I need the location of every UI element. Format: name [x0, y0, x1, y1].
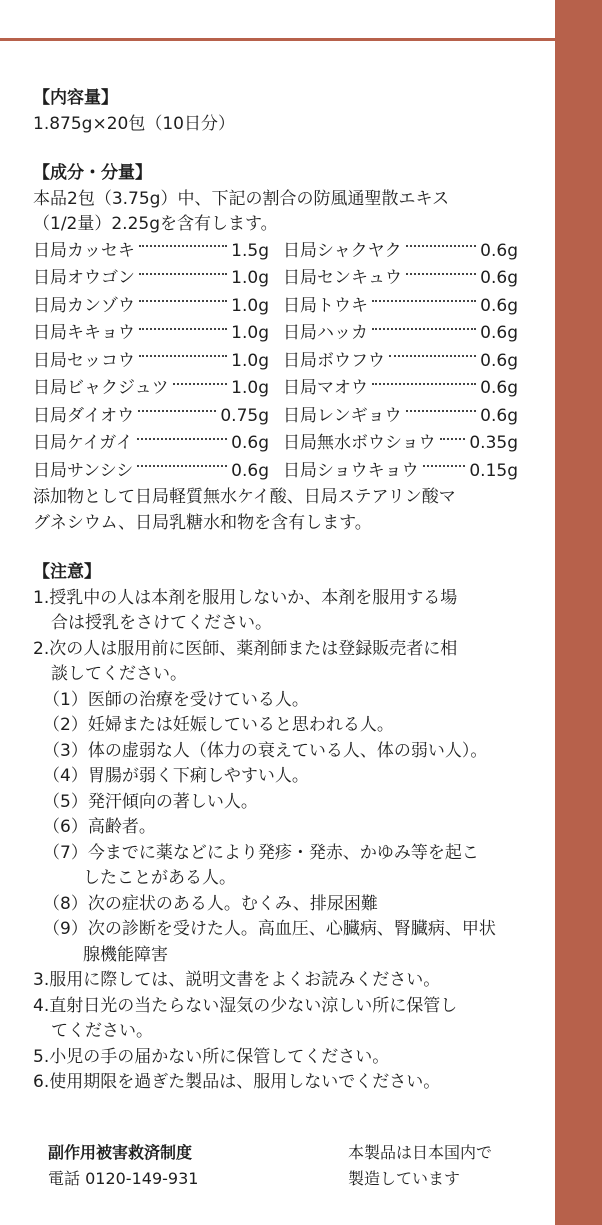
ingredient-name: 日局ボウフウ — [283, 350, 385, 371]
dot-leader — [372, 328, 476, 330]
ingredient-amount: 0.6g — [480, 405, 518, 426]
caution-item-4-line1: 4.直射日光の当たらない湿気の少ない涼しい所に保管し — [33, 995, 458, 1016]
ingredient-amount: 1.0g — [231, 350, 269, 371]
caution-heading: 【注意】 — [33, 562, 101, 582]
ingredient-item — [283, 431, 518, 457]
caution-sub-9-line2: 腺機能障害 — [83, 944, 168, 965]
caution-item-2-line1: 2.次の人は服用前に医師、薬剤師または登録販売者に相 — [33, 638, 458, 659]
caution-sub-1: （1）医師の治療を受けている人。 — [43, 689, 309, 710]
ingredient-amount: 0.35g — [469, 433, 518, 453]
caution-item-6: 6.使用期限を過ぎた製品は、服用しないでください。 — [33, 1072, 441, 1092]
ingredient-amount: 0.6g — [231, 460, 269, 481]
relief-system-block — [48, 1140, 198, 1192]
ingredient-row — [33, 265, 528, 293]
ingredient-row — [33, 458, 528, 486]
dot-leader — [137, 438, 227, 440]
ingredient-row — [33, 238, 528, 266]
ingredient-name: 日局キキョウ — [33, 323, 135, 343]
ingredient-row — [33, 348, 528, 376]
caution-item-5: 5.小児の手の届かない所に保管してください。 — [33, 1046, 390, 1067]
ingredient-name: 日局カッセキ — [33, 240, 135, 261]
ingredient-item — [33, 459, 269, 485]
ingredient-name: 日局無水ボウショウ — [283, 433, 436, 453]
contents-heading: 【内容量】 — [33, 88, 118, 108]
ingredient-amount: 0.15g — [469, 460, 518, 481]
ingredient-item — [33, 266, 269, 292]
ingredients-heading: 【成分・分量】 — [33, 163, 152, 183]
dot-leader — [389, 355, 476, 357]
ingredient-amount: 0.6g — [480, 240, 518, 261]
ingredient-name: 日局マオウ — [283, 378, 368, 398]
ingredient-amount: 1.0g — [231, 295, 269, 316]
ingredient-name: 日局レンギョウ — [283, 405, 402, 426]
ingredient-name: 日局オウゴン — [33, 268, 135, 288]
ingredient-amount: 0.6g — [231, 433, 269, 453]
ingredient-item — [33, 294, 269, 320]
ingredient-item — [283, 459, 518, 485]
ingredient-name: 日局シャクヤク — [283, 240, 402, 261]
made-in-japan-line2: 製造しています — [348, 1169, 461, 1188]
ingredients-intro-line1: 本品2包（3.75g）中、下記の割合の防風通聖散エキス — [33, 188, 450, 209]
ingredient-item — [283, 266, 518, 292]
ingredient-amount: 1.0g — [231, 268, 269, 288]
ingredient-name: 日局ハッカ — [283, 323, 368, 343]
dot-leader — [406, 410, 477, 412]
ingredient-item — [283, 239, 518, 265]
ingredient-amount: 0.6g — [480, 295, 518, 316]
dot-leader — [406, 273, 476, 275]
ingredient-name: 日局トウキ — [283, 295, 368, 316]
right-accent-bar — [555, 0, 602, 1225]
dot-leader — [173, 383, 228, 385]
dot-leader — [137, 465, 227, 467]
dot-leader — [406, 245, 477, 247]
ingredient-amount: 1.5g — [231, 240, 269, 261]
ingredient-item — [33, 239, 269, 265]
ingredient-name: 日局ショウキョウ — [283, 460, 419, 481]
caution-sub-6: （6）高齢者。 — [43, 817, 156, 837]
ingredient-name: 日局カンゾウ — [33, 295, 135, 316]
ingredient-item — [283, 349, 518, 375]
ingredient-name: 日局センキュウ — [283, 268, 402, 288]
ingredients-table — [33, 238, 528, 486]
ingredient-row — [33, 403, 528, 431]
relief-phone-number: 電話 0120-149-931 — [48, 1169, 199, 1188]
ingredient-row — [33, 320, 528, 348]
ingredient-row — [33, 375, 528, 403]
ingredient-name: 日局セッコウ — [33, 350, 135, 371]
ingredient-item — [33, 321, 269, 347]
ingredient-item — [283, 321, 518, 347]
ingredient-item — [283, 294, 518, 320]
caution-sub-7-line2: したことがある人。 — [83, 868, 236, 888]
caution-sub-3: （3）体の虚弱な人（体力の衰えている人、体の弱い人）。 — [43, 740, 488, 761]
ingredient-amount: 0.75g — [220, 405, 269, 426]
ingredient-amount: 1.0g — [231, 323, 269, 343]
dot-leader — [423, 465, 466, 467]
ingredient-item — [33, 404, 269, 430]
dot-leader — [139, 245, 227, 247]
ingredient-name: 日局ケイガイ — [33, 433, 133, 453]
ingredient-item — [33, 376, 269, 402]
ingredient-amount: 0.6g — [480, 323, 518, 343]
caution-item-2 — [33, 637, 528, 688]
ingredient-item — [283, 404, 518, 430]
package-label-text — [33, 86, 528, 1096]
ingredient-name: 日局ダイオウ — [33, 405, 135, 426]
ingredient-name: 日局サンシシ — [33, 460, 134, 481]
ingredient-item — [283, 376, 518, 402]
top-accent-line — [0, 38, 555, 41]
caution-item-1-line2: 合は授乳をさけてください。 — [51, 613, 272, 633]
dot-leader — [440, 438, 466, 440]
ingredient-amount: 1.0g — [231, 378, 269, 398]
dot-leader — [372, 383, 476, 385]
ingredients-intro-line2: （1/2量）2.25gを含有します。 — [33, 214, 278, 234]
caution-sub-8: （8）次の症状のある人。むくみ、排尿困難 — [43, 893, 378, 914]
dot-leader — [139, 355, 227, 357]
ingredient-item — [33, 431, 269, 457]
caution-sub-7-line1: （7）今までに薬などにより発疹・発赤、かゆみ等を起こ — [43, 842, 479, 863]
ingredient-row — [33, 430, 528, 458]
additives-line1: 添加物として日局軽質無水ケイ酸、日局ステアリン酸マ — [33, 487, 456, 507]
ingredient-item — [33, 349, 269, 375]
caution-item-1-line1: 1.授乳中の人は本剤を服用しないか、本剤を服用する場 — [33, 587, 458, 608]
caution-item-1 — [33, 586, 528, 637]
dot-leader — [139, 328, 227, 330]
caution-sub-5: （5）発汗傾向の著しい人。 — [43, 791, 258, 812]
ingredient-row — [33, 293, 528, 321]
caution-item-4-line2: てください。 — [51, 1021, 153, 1041]
additives-line2: グネシウム、日局乳糖水和物を含有します。 — [33, 512, 372, 533]
caution-item-3: 3.服用に際しては、説明文書をよくお読みください。 — [33, 970, 441, 990]
relief-system-title: 副作用被害救済制度 — [48, 1143, 193, 1162]
made-in-japan-line1: 本製品は日本国内で — [348, 1143, 493, 1162]
caution-sub-9-line1: （9）次の診断を受けた人。高血圧、心臓病、腎臓病、甲状 — [43, 919, 496, 939]
ingredient-amount: 0.6g — [480, 378, 518, 398]
dot-leader — [372, 300, 476, 302]
caution-sub-4: （4）胃腸が弱く下痢しやすい人。 — [43, 766, 309, 786]
caution-item-2-line2: 談してください。 — [51, 664, 187, 684]
ingredient-name: 日局ビャクジュツ — [33, 378, 169, 398]
made-in-japan-block — [348, 1140, 492, 1192]
ingredient-amount: 0.6g — [480, 268, 518, 288]
dot-leader — [138, 410, 216, 412]
caution-sub-2: （2）妊婦または妊娠していると思われる人。 — [43, 715, 394, 735]
dot-leader — [139, 300, 227, 302]
dot-leader — [139, 273, 227, 275]
ingredient-amount: 0.6g — [480, 350, 518, 371]
contents-amount: 1.875g×20包（10日分） — [33, 113, 235, 134]
